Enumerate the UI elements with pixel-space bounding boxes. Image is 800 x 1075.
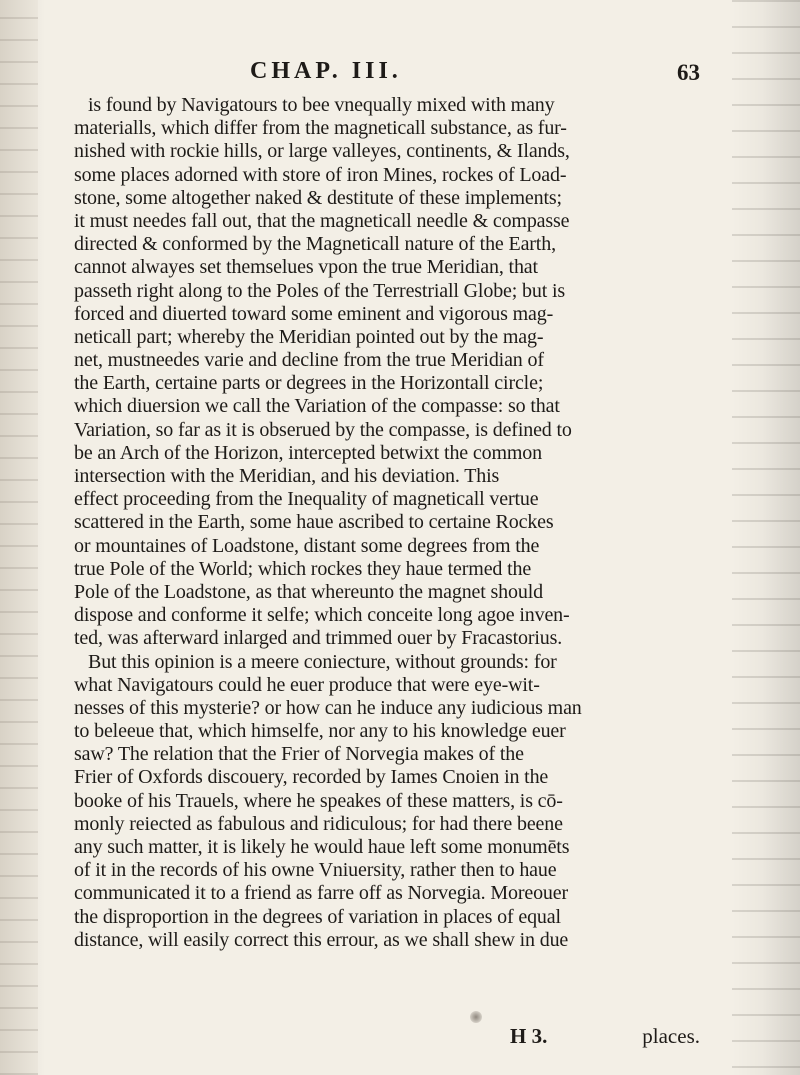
page-number: 63 (677, 60, 700, 85)
text-line: dispose and conforme it selfe; which conceite long agoe inven- (74, 604, 570, 627)
text-line: some places adorned with store of iron Mines, rockes of Load- (74, 163, 567, 186)
catchword: places. (642, 1024, 700, 1048)
text-line: booke of his Trauels, where he speakes of these matters, is cō- (74, 789, 563, 812)
running-head: CHAP. III. (250, 58, 402, 84)
text-line: scattered in the Earth, some haue ascribed to certaine Rockes (74, 511, 554, 534)
text-line: it must needes fall out, that the magneticall needle & compasse (74, 209, 570, 232)
text-line: the disproportion in the degrees of variation in places of equal (74, 905, 561, 928)
text-line: monly reiected as fabulous and ridiculous; for had there beene (74, 812, 563, 835)
text-line: is found by Navigatours to bee vnequally mixed with many (88, 94, 555, 116)
text-line: net, mustneedes varie and decline from the true Meridian of (74, 349, 544, 372)
text-line: of it in the records of his owne Vniuersity, rather then to haue (74, 859, 557, 882)
text-line: forced and diuerted toward some eminent and vigorous mag- (74, 302, 554, 325)
text-line: saw? The relation that the Frier of Norvegia makes of the (74, 743, 524, 766)
text-line: ted, was afterward inlarged and trimmed ouer by Fracastorius. (74, 627, 563, 650)
text-line: be an Arch of the Horizon, intercepted betwixt the common (74, 441, 542, 464)
ink-spot (470, 1011, 482, 1023)
text-line: to beleeue that, which himselfe, nor any to his knowledge euer (74, 720, 566, 743)
text-line: intersection with the Meridian, and his deviation. This (74, 465, 500, 487)
text-line: directed & conformed by the Magneticall nature of the Earth, (74, 233, 556, 256)
text-line: distance, will easily correct this errour, as we shall shew in due (74, 928, 569, 951)
text-line: true Pole of the World; which rockes they haue termed the (74, 557, 532, 580)
page-edge-shadow (732, 0, 800, 1075)
text-line: effect proceeding from the Inequality of magneticall vertue (74, 488, 539, 511)
text-line: what Navigatours could he euer produce that were eye-wit- (74, 673, 540, 696)
page-gutter (0, 0, 38, 1075)
text-line: materialls, which differ from the magneticall substance, as fur- (74, 117, 567, 140)
main-text (74, 94, 724, 1034)
text-line: the Earth, certaine parts or degrees in the Horizontall circle; (74, 372, 544, 395)
text-line: nished with rockie hills, or large valleyes, continents, & Ilands, (74, 140, 570, 163)
text-line: stone, some altogether naked & destitute of these implements; (74, 186, 562, 209)
text-line: or mountaines of Loadstone, distant some degrees from the (74, 534, 540, 557)
text-line: cannot alwayes set themselues vpon the true Meridian, that (74, 256, 538, 279)
text-line: Pole of the Loadstone, as that whereunto the magnet should (74, 580, 543, 603)
text-line: communicated it to a friend as farre off as Norvegia. Moreouer (74, 882, 569, 905)
signature-mark: H 3. (510, 1024, 548, 1048)
text-line: any such matter, it is likely he would haue left some monumēts (74, 836, 570, 858)
page-header (180, 58, 700, 98)
text-line: which diuersion we call the Variation of the compasse: so that (74, 395, 560, 418)
text-line: nesses of this mysterie? or how can he induce any iudicious man (74, 696, 582, 719)
text-line: neticall part; whereby the Meridian pointed out by the mag- (74, 325, 544, 348)
text-line: passeth right along to the Poles of the Terrestriall Globe; but is (74, 279, 566, 302)
text-line: Frier of Oxfords discouery, recorded by Iames Cnoien in the (74, 766, 549, 789)
text-line: Variation, so far as it is obserued by the compasse, is defined to (74, 418, 572, 441)
text-line: But this opinion is a meere coniecture, without grounds: for (88, 650, 557, 673)
page-footer (510, 1024, 710, 1068)
